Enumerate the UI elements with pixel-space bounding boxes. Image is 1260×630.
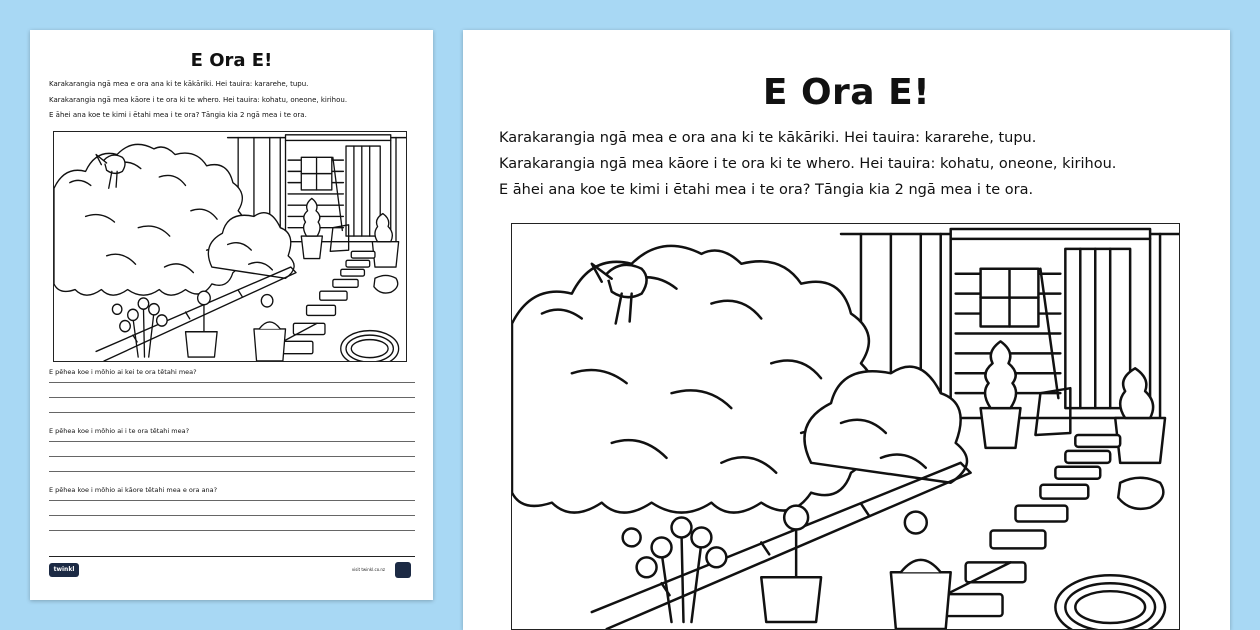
worksheet-thumbnail[interactable] xyxy=(30,30,433,600)
instruction-list xyxy=(463,125,1230,203)
instruction-2: Karakarangia ngā mea kāore i te ora ki te whero. Hei tauira: kohatu, oneone, kirihou. xyxy=(499,156,1117,172)
answer-lines xyxy=(49,500,415,531)
instruction-1: Karakarangia ngā mea e ora ana ki te kākāriki. Hei tauira: kararehe, tupu. xyxy=(499,130,1037,146)
instruction-3: E āhei ana koe te kimi i ētahi mea i te ora? Tāngia kia 2 ngā mea i te ora. xyxy=(49,111,307,119)
worksheet-page[interactable] xyxy=(463,30,1230,630)
footer-url: visit twinkl.co.nz xyxy=(351,567,385,572)
instruction-2: Karakarangia ngā mea kāore i te ora ki te whero. Hei tauira: kohatu, oneone, kirihou. xyxy=(49,95,348,104)
answer-lines xyxy=(49,382,415,413)
page-footer xyxy=(49,556,415,582)
instruction-3: E āhei ana koe te kimi i ētahi mea i te ora? Tāngia kia 2 ngā mea i te ora. xyxy=(499,182,1034,198)
answer-lines xyxy=(49,441,415,472)
instruction-1: Karakarangia ngā mea e ora ana ki te kākāriki. Hei tauira: kararehe, tupu. xyxy=(49,80,309,88)
twinkl-logo: twinkl xyxy=(49,563,79,577)
question-3: E pēhea koe i mōhio ai kāore tētahi mea e ora ana? xyxy=(49,486,218,494)
garden-illustration xyxy=(53,131,407,362)
badge-icon xyxy=(395,562,411,578)
garden-scene-icon xyxy=(54,132,406,361)
question-1: E pēhea koe i mōhio ai kei te ora tētahi mea? xyxy=(49,368,197,376)
question-2: E pēhea koe i mōhio ai i te ora tētahi mea? xyxy=(49,427,190,435)
page-title: E Ora E! xyxy=(762,72,931,113)
garden-scene-icon xyxy=(512,224,1179,629)
page-title: E Ora E! xyxy=(190,50,273,71)
question-list xyxy=(49,368,415,545)
garden-illustration xyxy=(511,223,1180,630)
instruction-list xyxy=(30,77,433,124)
